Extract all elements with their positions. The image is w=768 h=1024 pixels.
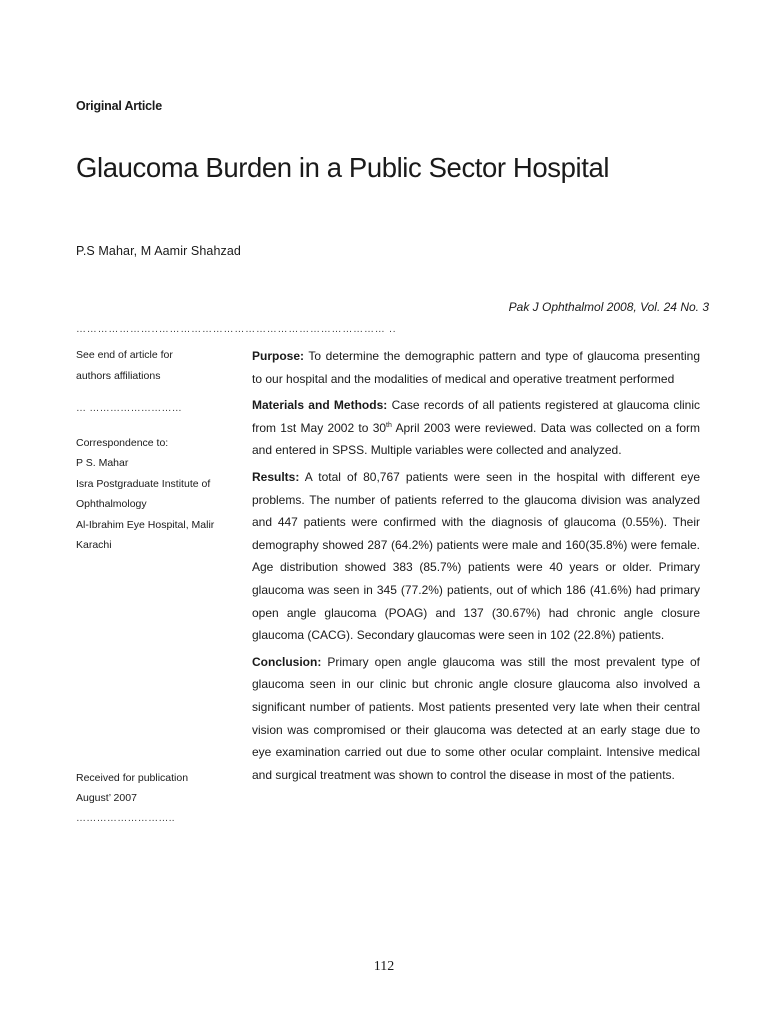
methods-text-cont: April 2003 were reviewed. Data was collected on a form and entered in SPSS. Multiple variables were collected and analyzed. <box>252 420 700 458</box>
abstract-methods <box>252 394 700 462</box>
sidebar-separator: ……………………….. <box>76 812 175 824</box>
conclusion-text: Primary open angle glaucoma was still the most prevalent type of glaucoma seen in our clinic but chronic angle closure glaucoma also involved a significant number of patients. Most patients presented very late when their central vision was compromised or their glaucoma was detected at an early stage due to eye examination carried out due to some other ocular complaint. Intensive medical and surgical treatment was shown to control the disease in most of the patients. <box>252 654 701 782</box>
received-line: August’ 2007 <box>76 792 137 804</box>
author-list: P.S Mahar, M Aamir Shahzad <box>76 244 241 258</box>
correspondence-line: Karachi <box>76 539 112 551</box>
abstract-conclusion <box>252 651 700 787</box>
results-text: A total of 80,767 patients were seen in the hospital with different eye problems. The number of patients referred to the glaucoma division was analyzed and 447 patients were confirmed with the diagnosis of glaucoma (0.55%). Their demography showed 287 (64.2%) patients were male and 160(35.8%) were female. Age distribution showed 383 (85.7%) patients were 40 years or older. Primary glaucoma was seen in 345 (77.2%) patients, out of which 186 (41.6%) had primary open angle glaucoma (POAG) and 137 (30.67%) had chronic angle closure glaucoma (CACG). Secondary glaucomas were seen in 102 (22.8%) patients. <box>252 469 701 643</box>
dotted-separator: …………………..……………………………………………………… .. <box>76 324 397 335</box>
correspondence-line: Isra Postgraduate Institute of <box>76 477 211 490</box>
methods-superscript: th <box>386 421 392 429</box>
journal-citation: Pak J Ophthalmol 2008, Vol. 24 No. 3 <box>508 300 709 314</box>
page-number: 112 <box>373 959 395 974</box>
abstract <box>252 345 700 790</box>
sidebar <box>76 345 236 829</box>
correspondence-line: Al-Ibrahim Eye Hospital, Malir <box>76 518 215 531</box>
results-label: Results: <box>252 469 300 484</box>
article-type-label: Original Article <box>76 99 162 113</box>
received-line: Received for publication <box>76 771 189 784</box>
abstract-results <box>252 466 700 647</box>
methods-text: Case records of all patients registered at glaucoma clinic from 1st May 2002 to 30 <box>252 398 700 435</box>
affiliation-note-line-1: See end of article for <box>76 349 173 361</box>
article-title: Glaucoma Burden in a Public Sector Hospital <box>76 152 610 183</box>
purpose-label: Purpose: <box>252 349 305 363</box>
correspondence-heading: Correspondence to: <box>76 436 169 449</box>
correspondence-line: Ophthalmology <box>76 498 147 510</box>
abstract-purpose <box>252 345 700 390</box>
conclusion-label: Conclusion: <box>252 654 322 669</box>
affiliation-note-line-2: authors affiliations <box>76 369 161 382</box>
methods-label: Materials and Methods: <box>252 398 388 413</box>
purpose-text: To determine the demographic pattern and type of glaucoma presenting to our hospital and the modalities of medical and operative treatment performed <box>252 349 700 386</box>
correspondence-line: P S. Mahar <box>76 457 129 469</box>
sidebar-separator: … ……………………… <box>76 403 183 414</box>
